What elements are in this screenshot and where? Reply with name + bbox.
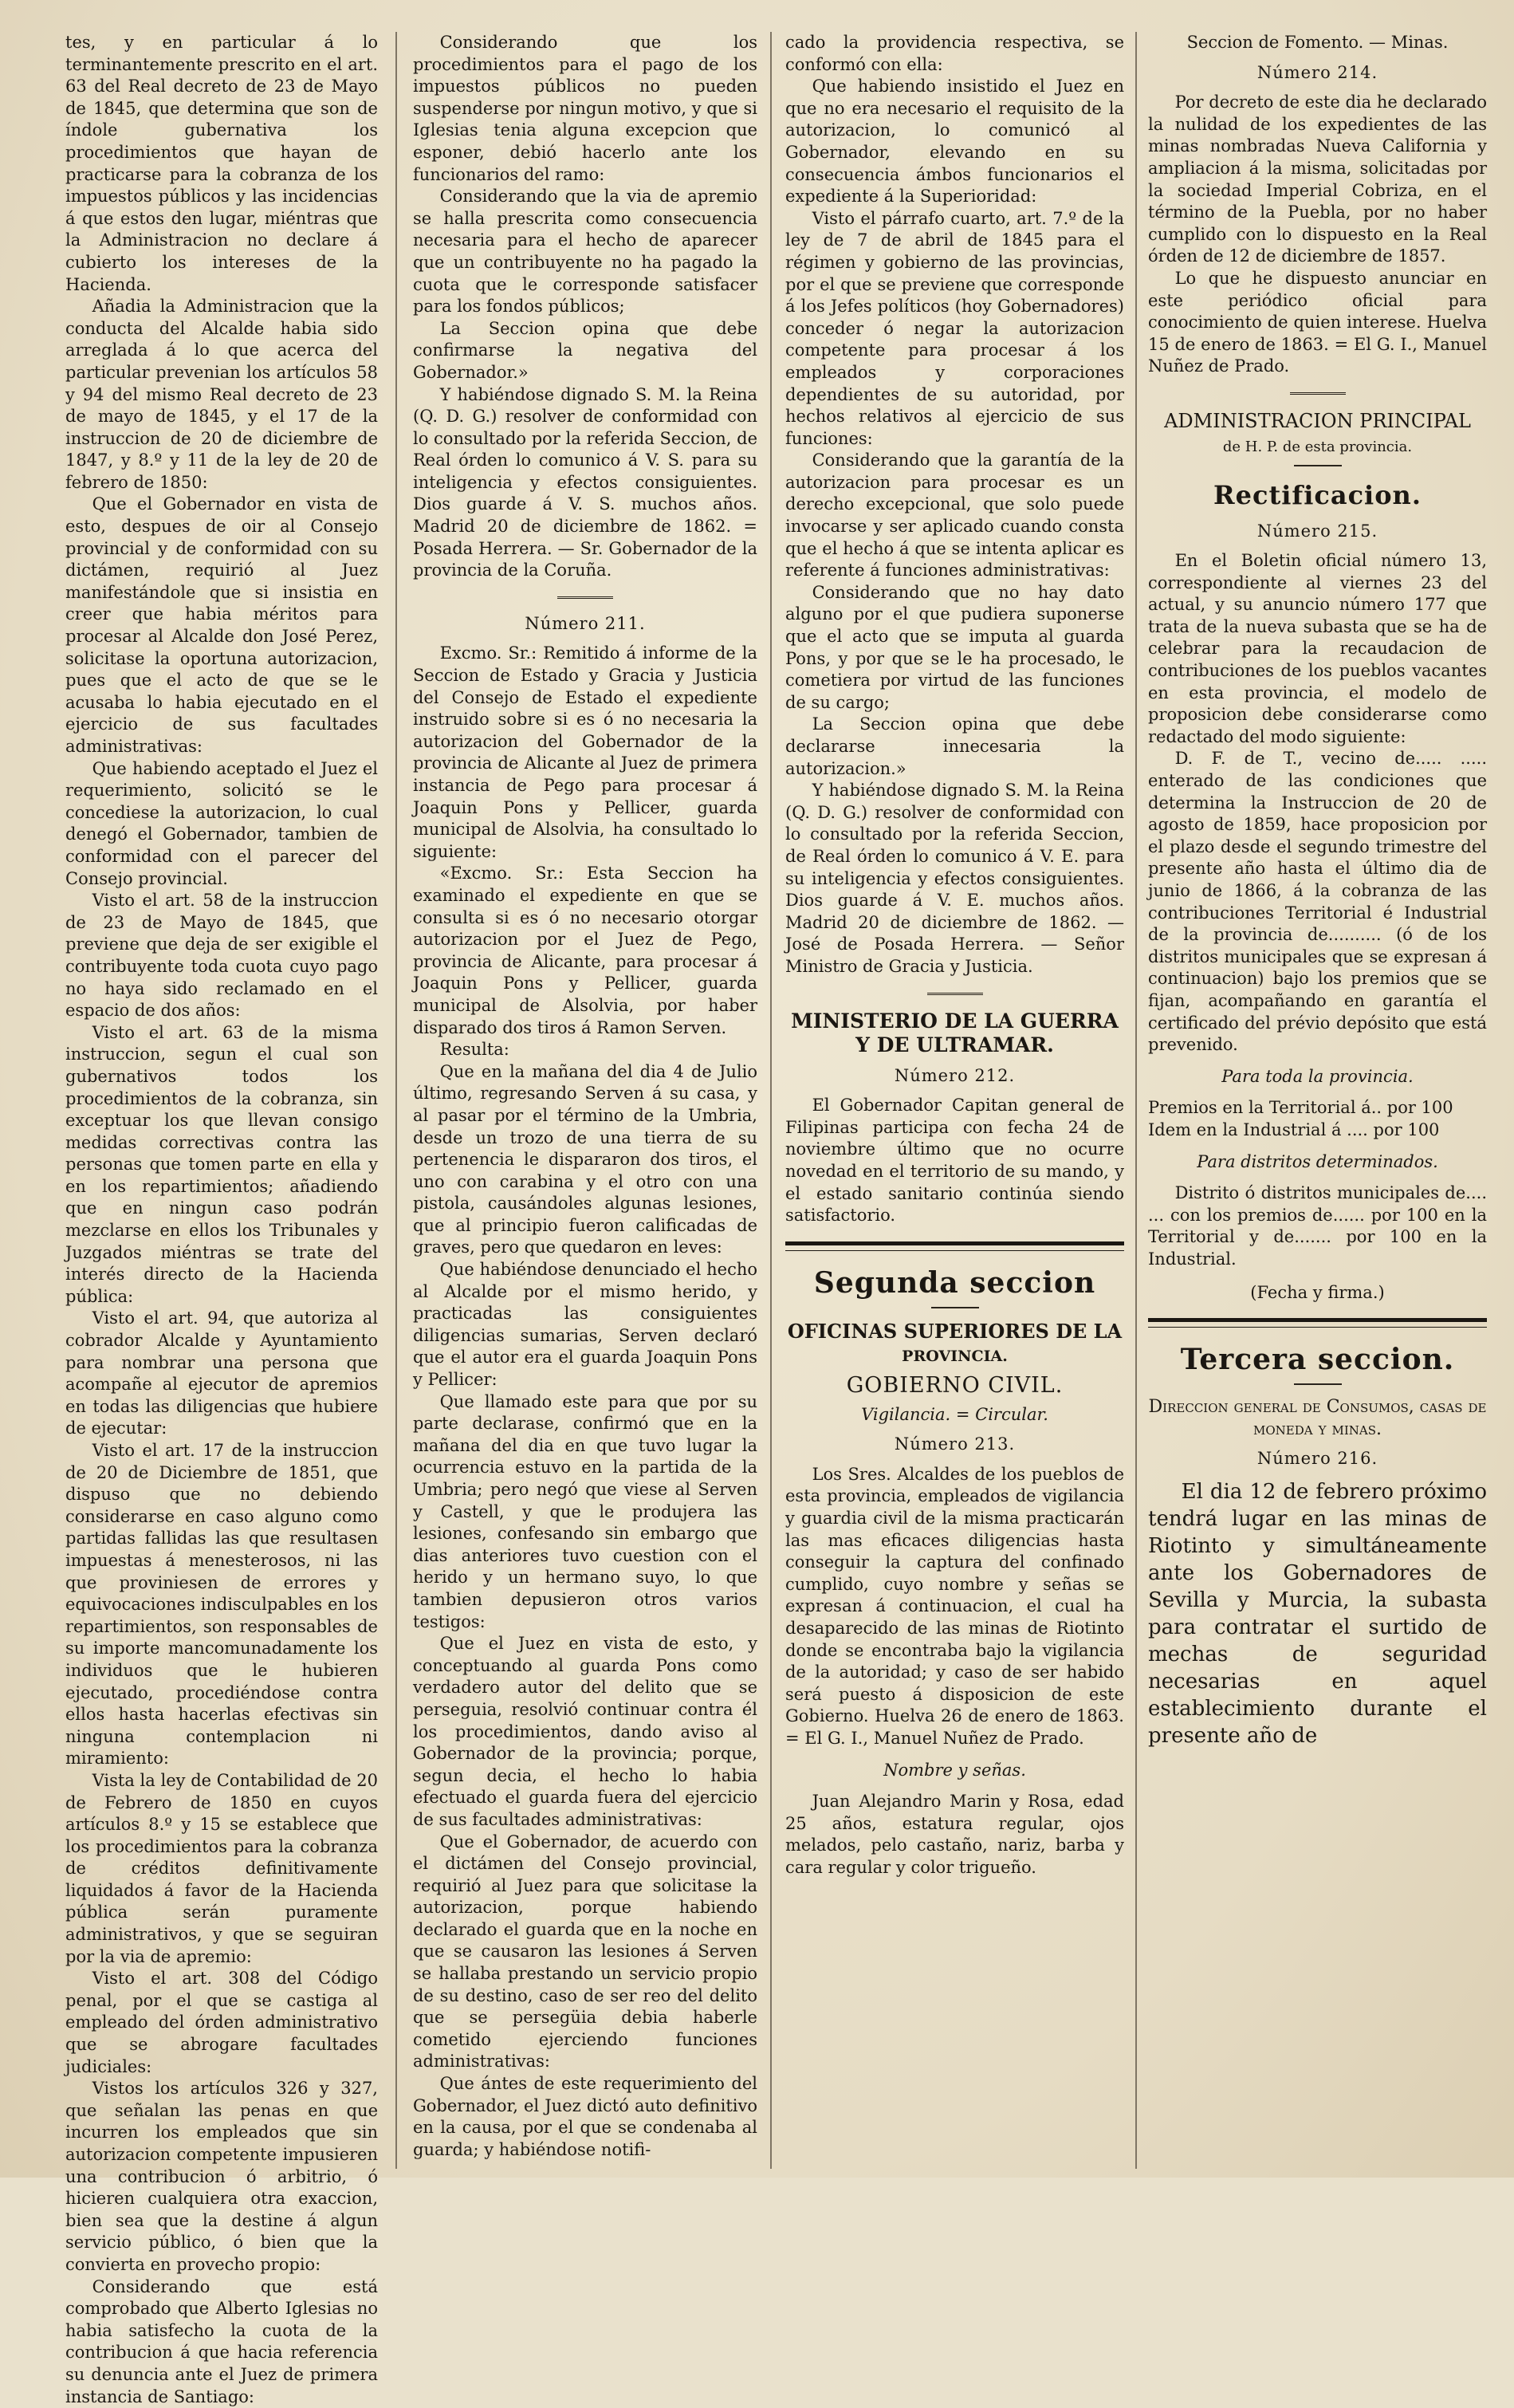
paragraph: cado la providencia respectiva, se conformó con ella: [785,33,1124,74]
section-rule [785,1250,1124,1251]
section-rule [1148,1318,1487,1322]
paragraph: Por decreto de este dia he declarado la nulidad de los expedientes de las minas nombradas Nueva California y ampliacion á la misma, solicitadas por la sociedad Imperial Cobriza, en el término de la Puebla, por no haber cumplido con lo dispuesto en la Real órden de 12 de diciembre de 1857. [1148,92,1487,266]
office-subheading: PROVINCIA. [902,1347,1008,1365]
section-rule [1148,1327,1487,1328]
paragraph: Excmo. Sr.: Remitido á informe de la Seccion de Estado y Gracia y Justicia del Consejo de Estado el expediente instruido sobre si es ó no necesaria la autorizacion del Gobernador de la provincia de Alicante al Juez de primera instancia de Pego para procesar á Joaquin Pons y Pellicer, guarda municipal de Alsolvia, ha consultado lo siguiente: [413,643,757,861]
section-title: Segunda seccion [813,1265,1096,1300]
item-number: Número 215. [1256,521,1378,541]
subheading: Resulta: [439,1040,509,1060]
paragraph: El Gobernador Capitan general de Filipinas participa con fecha 24 de noviembre último que no ocurre novedad en el territorio de su mando, y el estado sanitario continúa siendo satisfactorio. [785,1096,1124,1226]
item-number: Número 214. [1256,62,1378,82]
paragraph: Visto el art. 58 de la instruccion de 23 de Mayo de 1845, que previene que deja de ser exigible el contribuyente toda cuota cuyo pago no haya sido reclamado en el espacio de dos años: [65,891,378,1021]
paragraph: La Seccion opina que debe confirmarse la negativa del Gobernador.» [413,318,757,382]
item-number: Número 213. [894,1434,1016,1454]
paragraph: Que en la mañana del dia 4 de Julio último, regresando Serven á su casa, y al pasar por el término de la Umbria, desde un trozo de una tierra de su pertenencia le dispararon dos tiros, el uno con carabina y el otro con una pistola, causándoles algunas lesiones, que al principio fueron calificadas de graves, pero que quedaron en leves: [413,1061,757,1257]
subheading: Para toda la provincia. [1221,1066,1414,1086]
paragraph: Los Sres. Alcaldes de los pueblos de esta provincia, empleados de vigilancia y guardia civil de la misma practicarán las mas eficaces diligencias hasta conseguir la captura del confinado cumplido, cuyo nombre y señas se expresan á continuacion, el cual ha desaparecido de las minas de Riotinto donde se encontraba bajo la vigilancia de la autoridad; y caso de ser habido será puesto á disposicion de este Gobierno. Huelva 26 de enero de 1863. = El G. I., Manuel Nuñez de Prado. [785,1464,1124,1748]
paragraph: Que habiéndose denunciado el hecho al Alcalde por el mismo herido, y practicadas las consiguientes diligencias sumarias, Serven declaró que el autor era el guarda Joaquin Pons y Pellicer: [413,1260,757,1390]
paragraph: «Excmo. Sr.: Esta Seccion ha examinado el expediente en que se consulta si es ó no necesario otorgar autorizacion por el Juez de Pego, provincia de Alicante, para procesar á Joaquin Pons y Pellicer, guarda municipal de Alsolvia, por haber disparado dos tiros á Ramon Serven. [413,864,757,1037]
paragraph: Visto el art. 17 de la instruccion de 20 de Diciembre de 1851, que dispuso que no debiendo considerarse en caso alguno como partidas fallidas las que resultasen impuestas á menesterosos, ni las que proviniesen de errores y equivocaciones indisculpables en los repartimientos, son responsables de su importe mancomunadamente los individuos que le hubieren ejecutado, procediéndose contra ellos hasta hacerlas efectivas sin ninguna contemplacion ni miramiento: [65,1441,378,1769]
paragraph: Considerando que la via de apremio se halla prescrita como consecuencia necesaria para el hecho de aparecer que un contribuyente no ha pagado la cuota que le corresponde satisfacer para los fondos públicos; [413,187,757,317]
office-title: GOBIERNO CIVIL. [846,1372,1064,1398]
paragraph: Que llamado este para que por su parte declarase, confirmó que en la mañana del dia en que tuvo lugar la ocurrencia estuvo en la partida de la Umbria; pero negó que viese al Serven y Castell, y que le produjera las lesiones, confesando sin embargo que dias anteriores tuvo cuestion con el herido y un hermano suyo, lo que tambien depusieron otros varios testigos: [413,1391,757,1631]
paragraph: D. F. de T., vecino de..... ..... enterado de las condiciones que determina la Instruccion de 20 de agosto de 1859, hace proposicion por el plazo desde el segundo trimestre del presente año hasta el último dia de junio de 1866, á la cobranza de las contribuciones Territorial é Industrial de la provincia de.......... (ó de los distritos municipales que se expresan á continuacion) bajo los premios que se fijan, acompañando en garantía el certificado del prévio depósito que está prevenido. [1148,749,1487,1055]
section-title: Tercera seccion. [1180,1343,1455,1377]
item-number: Número 211. [525,613,646,633]
paragraph: Distrito ó distritos municipales de.... ... con los premios de...... por 100 en la Territorial y de....... por 100 en la Industrial. [1148,1183,1487,1269]
paragraph: Visto el art. 63 de la misma instruccion, segun el cual son gubernativos todos los procedimientos de la cobranza, sin exceptuar los que llevan consigo medidas correctivas contra las personas que tomen parte en ella y en los repartimientos; añadiendo que en ningun caso podrán mezclarse en ellos los Tribunales y Juzgados miéntras se trate del interés directo de la Hacienda pública: [65,1022,378,1306]
section-heading: MINISTERIO DE LA GUERRA Y DE ULTRAMAR. [791,1009,1119,1056]
office-heading: Direccion general de Consumos, casas de moneda y minas. [1148,1397,1487,1439]
paragraph: Añadia la Administracion que la conducta del Alcalde habia sido arreglada á lo que acerca del particular prevenian los artículos 58 y 94 del mismo Real decreto de 23 de mayo de 1845, y el 17 de la instruccion de 20 de diciembre de 1847, y 8.º y 11 de la ley de 20 de febrero de 1850: [65,297,378,492]
paragraph: En el Boletin oficial número 13, correspondiente al viernes 23 del actual, y su anuncio número 177 que trata de la nueva subasta que se ha de celebrar para la recaudacion de contribuciones de los pueblos vacantes en esta provincia, el modelo de proposicion debe considerarse como redactado del modo siguiente: [1148,551,1487,746]
column-rule-3 [1135,32,1137,2169]
paragraph: Considerando que no hay dato alguno por el que pudiera suponerse que el acto que se imputa al guarda Pons, y por que se le ha procesado, le cometiera por virtud de las funciones de su cargo; [785,582,1124,712]
column-1 [65,32,378,2406]
paragraph: El dia 12 de febrero próximo tendrá lugar en las minas de Riotinto y simultáneamente ante los Gobernadores de Sevilla y Murcia, la subasta para contratar el surtido de mechas de seguridad necesarias en aquel establecimiento durante el presente año de [1148,1479,1487,1748]
notice-type: Vigilancia. = Circular. [861,1404,1048,1424]
paragraph: Y habiéndose dignado S. M. la Reina (Q. D. G.) resolver de conformidad con lo consultado por la referida Seccion, de Real órden lo comunico á V. S. para su inteligencia y efectos consiguientes. Dios guarde á V. S. muchos años. Madrid 20 de diciembre de 1862. = Posada Herrera. — Sr. Gobernador de la provincia de la Coruña. [413,384,757,580]
subheading: Nombre y señas. [883,1760,1026,1780]
column-rule-1 [395,32,397,2169]
paragraph: Considerando que la garantía de la autorizacion para procesar es un derecho excepcional, que solo puede invocarse y ser aplicado cuando consta que el hecho á que se intenta aplicar es referente á funciones administrativas: [785,451,1124,580]
paragraph: Y habiéndose dignado S. M. la Reina (Q. D. G.) resolver de conformidad con lo consultado por la referida Seccion, de Real órden lo comunico á V. E. para su inteligencia y efectos consiguientes. Dios guarde á V. E. muchos años. Madrid 20 de diciembre de 1862. — José de Posada Herrera. — Señor Ministro de Gracia y Justicia. [785,781,1124,976]
premium-line: Idem en la Industrial á .... por 100 [1148,1119,1440,1139]
section-rule [785,1241,1124,1245]
separator [1294,1383,1342,1385]
paragraph: Vista la ley de Contabilidad de 20 de Febrero de 1850 en cuyos artículos 8.º y 15 se establece que los procedimientos para la cobranza de créditos definitivamente liquidados á favor de la Hacienda pública serán puramente administrativos, y que se seguiran por la via de apremio: [65,1770,378,1966]
separator [1290,392,1346,395]
item-number: Número 212. [894,1065,1016,1085]
paragraph: Lo que he dispuesto anunciar en este periódico oficial para conocimiento de quien interese. Huelva 15 de enero de 1863. = El G. I., Manuel Nuñez de Prado. [1148,268,1487,376]
subheading: Para distritos determinados. [1197,1151,1438,1171]
separator [931,1307,979,1308]
paragraph: Considerando que está comprobado que Alberto Iglesias no habia satisfecho la cuota de la contribucion á que hacia referencia su denuncia ante el Juez de primera instancia de Santiago: [65,2276,378,2406]
paragraph: Considerando que los procedimientos para el pago de los impuestos públicos no pueden suspenderse por ningun motivo, y que si Iglesias tenia alguna excepcion que esponer, debió hacerlo ante los funcionarios del ramo: [413,33,757,184]
paragraph: Vistos los artículos 326 y 327, que señalan las penas en que incurren los empleados que sin autorizacion competente impusieren una contribucion ó arbitrio, ó hicieren cualquiera otra exaccion, bien sea que la destine á algun servicio público, ó bien que la convierta en provecho propio: [65,2079,378,2274]
paragraph: Que habiendo aceptado el Juez el requerimiento, solicitó se le concediese la autorizacion, lo cual denegó el Gobernador, tambien de conformidad con el parecer del Consejo provincial. [65,758,378,888]
column-4 [1148,32,1487,2169]
separator [1294,465,1342,466]
paragraph: Visto el art. 308 del Código penal, por el que se castiga al empleado del órden administrativo que se abrogare facultades judiciales: [65,1969,378,2076]
section-heading: Seccion de Fomento. — Minas. [1186,33,1449,52]
paragraph: Visto el art. 94, que autoriza al cobrador Alcalde y Ayuntamiento para nombrar una persona que acompañe al ejecutor de apremios en todas las diligencias que hubiere de ejecutar: [65,1308,378,1438]
section-title: Rectificacion. [1213,479,1422,510]
paragraph: Que el Juez en vista de esto, y conceptuando al guarda Pons como verdadero autor del delito que se perseguia, resolvió continuar contra él los procedimientos, dando aviso al Gobernador de la provincia; porque, segun decia, el hecho lo habia efectuado el guarda fuera del ejercicio de sus facultades administrativas: [413,1634,757,1829]
paragraph: La Seccion opina que debe declararse innecesaria la autorizacion.» [785,714,1124,778]
column-3 [785,32,1124,2169]
office-subheading: de H. P. de esta provincia. [1222,438,1413,455]
column-2 [413,32,757,2169]
paragraph: Que el Gobernador, de acuerdo con el dictámen del Consejo provincial, requirió al Juez para que solicitase la autorizacion, porque habiendo declarado el guarda que en la noche en que se causaron las lesiones á Serven se hallaba prestando un servicio propio de su destino, caso de ser reo del delito que se persegüia debia haberle cometido ejerciendo funciones administrativas: [413,1832,757,2072]
office-heading: ADMINISTRACION PRINCIPAL [1164,409,1471,432]
paragraph: Que habiendo insistido el Juez en que no era necesario el requisito de la autorizacion, lo comunicó al Gobernador, elevando en su consecuencia ámbos funcionarios el expediente á la Superioridad: [785,77,1124,207]
paragraph: tes, y en particular á lo terminantemente prescrito en el art. 63 del Real decreto de 23 de Mayo de 1845, que determina que son de índole gubernativa los procedimientos que hayan de practicarse para la cobranza de los impuestos públicos y las incidencias á que estos den lugar, miéntras que la Administracion no declare á cubierto los intereses de la Hacienda. [65,33,378,294]
paragraph: Juan Alejandro Marin y Rosa, edad 25 años, estatura regular, ojos melados, pelo castaño, nariz, barba y cara regular y color trigueño. [785,1792,1124,1877]
column-rule-2 [770,32,772,2169]
premium-line: Premios en la Territorial á.. por 100 [1148,1098,1453,1118]
paragraph: Que el Gobernador en vista de esto, despues de oir al Consejo provincial y de conformidad con su dictámen, requirió al Juez manifestándole que si insistia en creer que habia méritos para procesar al Alcalde don José Perez, solicitase la oportuna autorizacion, pues que el acto de que se le acusaba lo habia ejecutado en el ejercicio de sus facultades administrativas: [65,494,378,756]
office-heading: OFICINAS SUPERIORES DE LA [787,1319,1123,1343]
paragraph: Visto el párrafo cuarto, art. 7.º de la ley de 7 de abril de 1845 para el régimen y gobierno de las provincias, por el que se previene que corresponde á los Jefes políticos (hoy Gobernadores) conceder ó negar la autorizacion competente para procesar á los empleados y corporaciones dependientes de su autoridad, por hechos relativos al ejercicio de sus funciones: [785,208,1124,448]
separator [927,993,983,995]
paragraph: Que ántes de este requerimiento del Gobernador, el Juez dictó auto definitivo en la causa, por el que se condenaba al guarda; y habiéndose notifi- [413,2074,757,2159]
separator [557,596,613,599]
signature-line: (Fecha y firma.) [1250,1282,1385,1302]
item-number: Número 216. [1256,1449,1378,1469]
